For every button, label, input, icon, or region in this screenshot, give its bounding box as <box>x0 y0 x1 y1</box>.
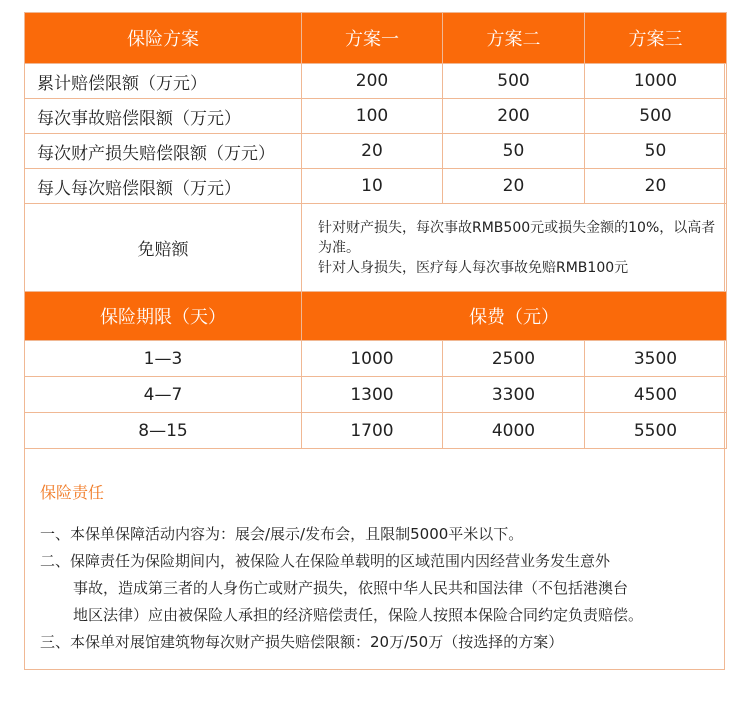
table-row <box>25 134 727 169</box>
premium-header-row <box>25 292 727 341</box>
header-premium: 保费（元） <box>302 292 727 341</box>
cell-value: 10 <box>302 169 443 204</box>
cell-value: 200 <box>443 99 585 134</box>
responsibility-item-1: 一、本保单保障活动内容为：展会/展示/发布会，且限制5000平米以下。 <box>40 525 524 543</box>
deductible-line-2: 针对人身损失，医疗每人每次事故免赔RMB100元 <box>318 259 629 276</box>
insurance-plan-table <box>24 12 727 449</box>
plan-header-row <box>25 13 727 64</box>
cell-value: 20 <box>443 169 585 204</box>
cell-value: 200 <box>302 64 443 99</box>
responsibility-item-2-cont-2: 地区法律）应由被保险人承担的经济赔偿责任，保险人按照本保险合同约定负责赔偿。 <box>73 606 644 624</box>
premium-cell: 4500 <box>585 377 727 413</box>
cell-value: 1000 <box>585 64 727 99</box>
period-cell: 4—7 <box>25 377 302 413</box>
period-cell: 1—3 <box>25 341 302 377</box>
table-row <box>25 99 727 134</box>
period-cell: 8—15 <box>25 413 302 449</box>
table-row <box>25 377 727 413</box>
row-label: 每次财产损失赔偿限额（万元） <box>25 134 302 169</box>
premium-cell: 1300 <box>302 377 443 413</box>
deductible-line-1: 针对财产损失，每次事故RMB500元或损失金额的10%，以高者为准。 <box>318 219 716 256</box>
row-label: 每次事故赔偿限额（万元） <box>25 99 302 134</box>
cell-value: 500 <box>443 64 585 99</box>
responsibility-item-3: 三、本保单对展馆建筑物每次财产损失赔偿限额：20万/50万（按选择的方案） <box>40 633 564 651</box>
cell-value: 100 <box>302 99 443 134</box>
deductible-row <box>25 204 727 292</box>
header-plan-2: 方案二 <box>443 13 585 64</box>
header-plan-3: 方案三 <box>585 13 727 64</box>
cell-value: 500 <box>585 99 727 134</box>
premium-cell: 1000 <box>302 341 443 377</box>
row-label: 每人每次赔偿限额（万元） <box>25 169 302 204</box>
premium-cell: 2500 <box>443 341 585 377</box>
row-label: 累计赔偿限额（万元） <box>25 64 302 99</box>
header-period: 保险期限（天） <box>25 292 302 341</box>
responsibility-item-2-cont-1: 事故，造成第三者的人身伤亡或财产损失，依照中华人民共和国法律（不包括港澳台 <box>73 579 629 597</box>
table-row <box>25 64 727 99</box>
premium-cell: 5500 <box>585 413 727 449</box>
table-row <box>25 169 727 204</box>
premium-cell: 4000 <box>443 413 585 449</box>
premium-cell: 1700 <box>302 413 443 449</box>
cell-value: 20 <box>302 134 443 169</box>
table-row <box>25 341 727 377</box>
responsibility-title: 保险责任 <box>40 483 105 502</box>
premium-cell: 3300 <box>443 377 585 413</box>
responsibility-section <box>40 480 720 656</box>
cell-value: 20 <box>585 169 727 204</box>
deductible-note <box>302 204 727 292</box>
header-plan: 保险方案 <box>25 13 302 64</box>
premium-cell: 3500 <box>585 341 727 377</box>
table-row <box>25 413 727 449</box>
header-plan-1: 方案一 <box>302 13 443 64</box>
cell-value: 50 <box>443 134 585 169</box>
deductible-label: 免赔额 <box>25 204 302 292</box>
responsibility-item-2: 二、保障责任为保险期间内，被保险人在保险单载明的区域范围内因经营业务发生意外 <box>40 552 611 570</box>
cell-value: 50 <box>585 134 727 169</box>
